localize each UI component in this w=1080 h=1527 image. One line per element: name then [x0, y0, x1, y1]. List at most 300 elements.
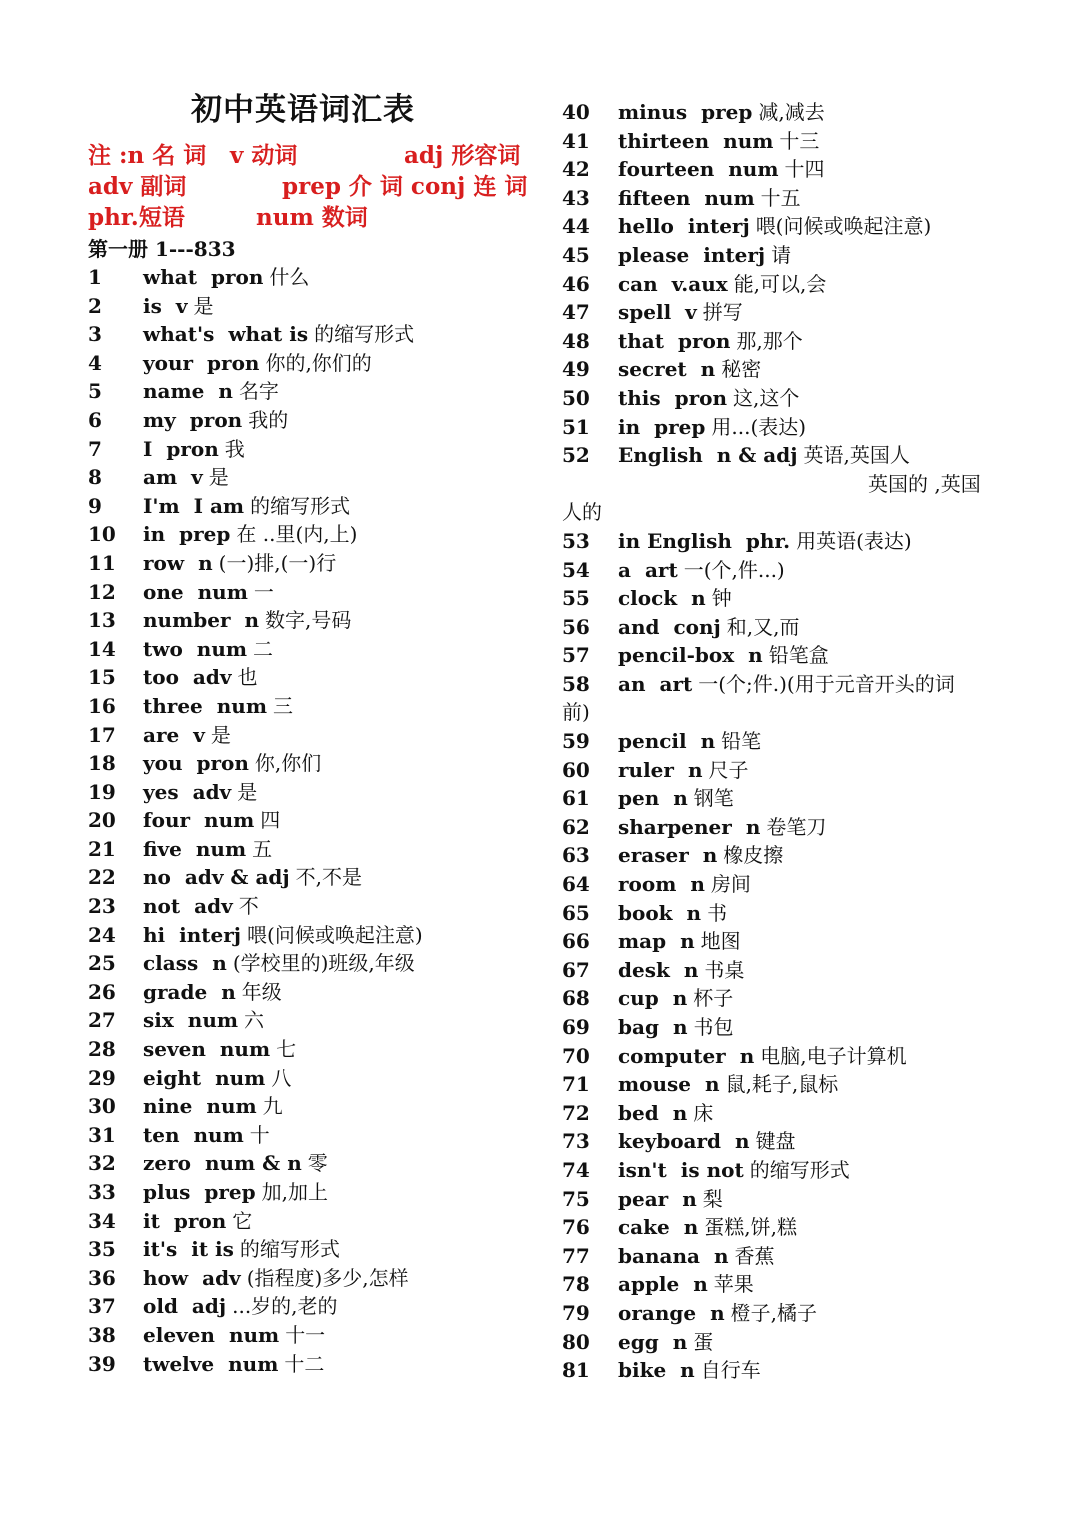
entry-part-of-speech: n [700, 729, 716, 754]
vocab-entry [562, 270, 1022, 299]
entry-word: not [143, 894, 181, 919]
entry-number: 80 [562, 1329, 590, 1354]
entry-text [618, 270, 826, 299]
entry-text [143, 835, 272, 864]
entry-part-of-speech: art [644, 557, 678, 582]
left-column [88, 88, 538, 1378]
entry-text [618, 1156, 850, 1185]
entry-word: am [143, 465, 178, 490]
entry-number: 54 [562, 557, 590, 582]
entry-text [618, 1242, 775, 1271]
vocab-entry [88, 492, 538, 521]
entry-word: pear [618, 1186, 669, 1211]
vocab-entry [562, 1213, 1022, 1242]
entry-meaning: 不 [238, 894, 259, 919]
entry-word: in [618, 414, 641, 439]
vocab-entry [88, 863, 538, 892]
entry-number: 38 [88, 1322, 116, 1347]
entry-part-of-speech: num [704, 185, 755, 210]
entry-text [143, 663, 258, 692]
entry-word: is [143, 293, 162, 318]
entry-word: spell [618, 300, 672, 325]
entry-meaning: 苹果 [713, 1272, 754, 1297]
entry-text [618, 927, 741, 956]
vocab-entry [88, 1064, 538, 1093]
entry-meaning: 三 [273, 693, 294, 718]
entry-number: 19 [88, 779, 116, 804]
entry-part-of-speech: n [739, 1043, 755, 1068]
entry-text [618, 584, 732, 613]
entry-part-of-speech: pron [196, 751, 249, 776]
vocab-entry [88, 406, 538, 435]
entry-word: pencil [618, 729, 687, 754]
entry-part-of-speech: pron [674, 385, 728, 410]
entry-number: 30 [88, 1094, 116, 1119]
entry-text [143, 1149, 328, 1178]
entry-number: 62 [562, 814, 590, 839]
entry-part-of-speech: v [191, 465, 203, 490]
entry-word: a [618, 557, 631, 582]
vocab-entry [88, 1264, 538, 1293]
entry-part-of-speech: what is [228, 322, 309, 347]
legend-line-2 [88, 171, 538, 202]
vocab-entry [88, 1178, 538, 1207]
entry-number: 66 [562, 929, 590, 954]
entry-word: no [143, 865, 171, 890]
entry-part-of-speech: num [723, 128, 774, 153]
legend-num: num 数词 [256, 204, 368, 231]
entry-word: it's [143, 1237, 178, 1262]
entry-meaning: 十一 [285, 1322, 326, 1347]
entry-number: 16 [88, 693, 116, 718]
legend-line-3 [88, 202, 538, 233]
entry-text [618, 1070, 838, 1099]
entry-number: 58 [562, 671, 590, 696]
vocab-entry [562, 241, 1022, 270]
entry-meaning: 床 [693, 1100, 714, 1125]
entry-part-of-speech: n [672, 986, 688, 1011]
vocab-entry [562, 1127, 1022, 1156]
entry-text [143, 1235, 340, 1264]
vocab-entry [88, 778, 538, 807]
entry-meaning: 数字,号码 [265, 608, 352, 633]
entry-text [143, 749, 321, 778]
entry-meaning: 的缩写形式 [314, 322, 415, 347]
entry-word: yes [143, 779, 179, 804]
entry-word: one [143, 579, 184, 604]
entry-part-of-speech: n [683, 957, 699, 982]
entry-number: 81 [562, 1358, 590, 1383]
vocab-entry [88, 692, 538, 721]
vocab-entry [562, 784, 1022, 813]
entry-number: 36 [88, 1265, 116, 1290]
entry-meaning: 加,加上 [261, 1180, 328, 1204]
vocab-entry [88, 892, 538, 921]
entry-meaning: 尺子 [708, 757, 749, 782]
entry-number: 33 [88, 1180, 116, 1204]
entry-part-of-speech: n [680, 929, 695, 954]
entry-meaning: 十三 [779, 128, 820, 153]
entry-number: 75 [562, 1186, 590, 1211]
entry-text [143, 549, 336, 578]
entry-meaning: 在 ..里(内,上) [236, 522, 358, 547]
legend-adv: adv 副词 [88, 173, 187, 200]
vocab-entry [88, 463, 538, 492]
entry-meaning: 也 [237, 665, 258, 690]
entry-word: three [143, 693, 203, 718]
entry-part-of-speech: n [710, 1300, 725, 1325]
entry-number: 76 [562, 1215, 590, 1240]
entry-text [143, 1321, 325, 1350]
entry-word: pen [618, 786, 660, 811]
entry-text [143, 949, 415, 978]
entry-part-of-speech: num [216, 693, 268, 718]
entry-number: 25 [88, 951, 116, 976]
entry-text [143, 349, 372, 378]
entry-part-of-speech: v.aux [671, 271, 728, 296]
entry-text [618, 413, 806, 442]
entry-text [143, 1292, 338, 1321]
entry-meaning: 这,这个 [733, 385, 800, 410]
entry-number: 24 [88, 922, 116, 947]
entry-number: 37 [88, 1294, 116, 1319]
entry-part-of-speech: is not [680, 1157, 744, 1182]
entry-text [143, 806, 280, 835]
entry-part-of-speech: n [700, 357, 716, 382]
entry-text [143, 778, 257, 807]
vocab-entry [562, 1013, 1022, 1042]
entry-part-of-speech: n [672, 1329, 688, 1354]
entry-part-of-speech: n [198, 550, 213, 575]
entry-meaning: 减,减去 [758, 100, 825, 124]
entry-number: 79 [562, 1300, 590, 1325]
entry-number: 70 [562, 1043, 590, 1068]
entry-word: I'm [143, 493, 180, 518]
entry-part-of-speech: n [745, 814, 761, 839]
entry-number: 6 [88, 407, 102, 432]
entry-meaning: (学校里的)班级,年级 [232, 951, 415, 976]
entry-text [618, 1328, 713, 1357]
entry-part-of-speech: n [221, 979, 236, 1004]
vocab-entry [562, 327, 1022, 356]
entry-word: map [618, 929, 667, 954]
entry-word: bed [618, 1100, 659, 1125]
entry-meaning: 是 [193, 293, 214, 318]
entry-word: book [618, 900, 673, 925]
entry-part-of-speech: adv [202, 1265, 241, 1290]
entry-number: 15 [88, 665, 116, 690]
vocab-entry [88, 1350, 538, 1379]
entry-text [618, 784, 734, 813]
entry-part-of-speech: n [687, 757, 703, 782]
entry-word: you [143, 751, 183, 776]
vocab-entry [562, 956, 1022, 985]
vocab-entry [562, 98, 1022, 127]
entry-text [143, 377, 279, 406]
entry-part-of-speech: n [244, 608, 260, 633]
entry-meaning: 请 [771, 242, 792, 267]
vocab-entry [88, 721, 538, 750]
entry-number: 67 [562, 957, 590, 982]
entry-part-of-speech: art [659, 671, 693, 696]
entry-word: old [143, 1294, 178, 1319]
entry-text [143, 692, 293, 721]
vocab-entry [562, 1270, 1022, 1299]
entry-number: 63 [562, 843, 590, 868]
entry-part-of-speech: I am [193, 493, 245, 518]
vocab-entry [562, 870, 1022, 899]
entry-meaning: 键盘 [755, 1129, 796, 1154]
entry-meaning: 香蕉 [734, 1243, 775, 1268]
entry-text [143, 406, 288, 435]
entry-number: 69 [562, 1015, 590, 1039]
entry-word: computer [618, 1043, 726, 1068]
entry-number: 7 [88, 436, 102, 461]
vocab-entry [562, 756, 1022, 785]
entry-part-of-speech: n [672, 1100, 688, 1125]
entry-word: can [618, 271, 658, 296]
entry-part-of-speech: adv & adj [184, 865, 290, 890]
entry-text [618, 670, 955, 699]
entry-word: grade [143, 979, 208, 1004]
entry-part-of-speech: num [728, 157, 779, 182]
entry-text [143, 1006, 264, 1035]
entry-text [618, 241, 791, 270]
entry-number: 10 [88, 522, 116, 547]
entry-number: 13 [88, 608, 116, 633]
entry-word: seven [143, 1037, 206, 1062]
entry-text [618, 841, 783, 870]
entry-word: cake [618, 1215, 670, 1240]
entry-meaning: 零 [307, 1151, 328, 1176]
entry-word: it [143, 1208, 160, 1233]
entry-word: room [618, 872, 677, 897]
entry-number: 5 [88, 379, 102, 404]
entry-52-continuation: 英国的 ,英国 [868, 471, 981, 496]
entry-number: 43 [562, 185, 590, 210]
vocab-entry [88, 663, 538, 692]
entry-part-of-speech: v [685, 300, 697, 325]
entry-word: your [143, 350, 194, 375]
entry-word: sharpener [618, 814, 732, 839]
entry-number: 18 [88, 751, 116, 776]
entry-word: four [143, 808, 191, 833]
entry-meaning: 我的 [248, 407, 289, 432]
entry-word: bag [618, 1015, 659, 1039]
vocab-entry [88, 749, 538, 778]
entry-word: ten [143, 1122, 180, 1147]
vocab-entry [562, 413, 1022, 442]
entry-meaning: 的缩写形式 [749, 1157, 850, 1182]
vocab-entry [88, 1121, 538, 1150]
entry-word: number [143, 608, 231, 633]
entry-meaning: 卷笔刀 [766, 814, 827, 839]
entry-text [143, 1035, 296, 1064]
entry-part-of-speech: prep [701, 100, 753, 124]
entry-number: 46 [562, 271, 590, 296]
entry-number: 64 [562, 872, 590, 897]
entry-word: plus [143, 1180, 191, 1204]
entry-text [143, 463, 229, 492]
entry-part-of-speech: v [193, 722, 205, 747]
entry-text [618, 1127, 796, 1156]
entry-number: 73 [562, 1129, 590, 1154]
entry-word: pencil-box [618, 643, 735, 668]
legend-verb: v 动词 [230, 142, 298, 169]
entry-word: orange [618, 1300, 697, 1325]
entry-text [618, 527, 912, 556]
entry-meaning: (一)排,(一)行 [218, 550, 337, 575]
entry-meaning: 蛋 [693, 1329, 714, 1354]
entry-text [143, 721, 231, 750]
entry-meaning: 能,可以,会 [733, 271, 827, 296]
entry-number: 53 [562, 528, 590, 553]
entry-meaning: 书包 [693, 1015, 734, 1039]
entry-part-of-speech: interj [179, 922, 242, 947]
entry-number: 22 [88, 865, 116, 890]
entry-part-of-speech: n [673, 786, 688, 811]
entry-text [618, 727, 761, 756]
vocab-entry [562, 613, 1022, 642]
vocab-entry [88, 1207, 538, 1236]
entry-part-of-speech: n [672, 1015, 688, 1039]
entry-text [618, 613, 800, 642]
entry-text [618, 1356, 761, 1385]
entry-number: 41 [562, 128, 590, 153]
entry-number: 56 [562, 614, 590, 639]
entry-part-of-speech: n [735, 1129, 750, 1154]
vocab-entry [562, 727, 1022, 756]
entry-text [618, 441, 910, 470]
entry-number: 21 [88, 836, 116, 861]
entry-meaning: 九 [262, 1094, 283, 1119]
entry-number: 44 [562, 214, 590, 239]
entry-text [143, 520, 357, 549]
vocab-entry [562, 1070, 1022, 1099]
entry-part-of-speech: num [193, 1122, 244, 1147]
entry-text [618, 870, 751, 899]
entry-word: nine [143, 1094, 193, 1119]
vocab-entry [88, 835, 538, 864]
entry-part-of-speech: n [218, 379, 233, 404]
entry-number: 49 [562, 357, 590, 382]
vocab-entry [88, 578, 538, 607]
entry-text [143, 320, 414, 349]
entry-meaning: 地图 [700, 929, 741, 954]
entry-text [618, 1270, 754, 1299]
entry-word: that [618, 328, 664, 353]
entry-word: I [143, 436, 153, 461]
entry-part-of-speech: n [682, 1186, 697, 1211]
entry-number: 61 [562, 786, 590, 811]
entry-text [143, 606, 351, 635]
entry-word: how [143, 1265, 189, 1290]
entry-part-of-speech: pron [207, 350, 260, 375]
entry-part-of-speech: n [680, 1358, 695, 1383]
vocab-entry [562, 927, 1022, 956]
entry-text [143, 892, 259, 921]
legend-noun: 注 :n 名 词 [88, 142, 207, 169]
entry-meaning: 钟 [711, 586, 732, 611]
entry-word: please [618, 242, 690, 267]
vocab-entry [562, 641, 1022, 670]
entry-number: 68 [562, 986, 590, 1011]
vocab-entry [562, 1185, 1022, 1214]
entry-meaning: 英语,英国人 [803, 443, 910, 468]
vocab-entry [88, 1149, 538, 1178]
entry-text [143, 578, 274, 607]
entry-meaning: 一 [253, 579, 274, 604]
vocab-entry [562, 841, 1022, 870]
entry-number: 65 [562, 900, 590, 925]
entry-word: an [618, 671, 646, 696]
vocab-entry [88, 1006, 538, 1035]
vocab-entry [88, 377, 538, 406]
volume-heading: 第一册 1---833 [88, 237, 236, 261]
entry-word: desk [618, 957, 670, 982]
vocab-entry [88, 606, 538, 635]
entry-meaning: 年级 [241, 979, 282, 1004]
entry-number: 57 [562, 643, 590, 668]
entry-text [618, 155, 825, 184]
entry-text [143, 263, 309, 292]
entry-number: 48 [562, 328, 590, 353]
entry-meaning: 喂(问候或唤起注意) [247, 922, 423, 947]
entry-number: 47 [562, 300, 590, 325]
vocab-entry [88, 1092, 538, 1121]
entry-meaning: 它 [232, 1208, 253, 1233]
entry-part-of-speech: pron [677, 328, 731, 353]
entry-number: 4 [88, 350, 102, 375]
entry-meaning: 六 [244, 1008, 265, 1033]
entry-part-of-speech: adj [191, 1294, 227, 1319]
entry-word: egg [618, 1329, 659, 1354]
entry-part-of-speech: conj [673, 614, 721, 639]
entry-word: six [143, 1008, 174, 1033]
vocab-entry [88, 1235, 538, 1264]
entry-part-of-speech: num [196, 636, 248, 661]
entry-part-of-speech: n [713, 1243, 729, 1268]
entry-text [618, 384, 799, 413]
vocab-entry [88, 635, 538, 664]
entry-text [143, 1350, 324, 1379]
vocab-entry [88, 435, 538, 464]
entry-part-of-speech: n [686, 900, 702, 925]
entry-part-of-speech: num & n [204, 1151, 302, 1176]
entry-number: 11 [88, 550, 116, 575]
legend-line-1 [88, 140, 538, 171]
entry-number: 40 [562, 100, 590, 124]
entry-word: secret [618, 357, 687, 382]
entry-meaning: 鼠,耗子,鼠标 [725, 1072, 839, 1097]
vocab-entry [562, 1328, 1022, 1357]
entry-meaning: 自行车 [700, 1358, 761, 1383]
entry-part-of-speech: adv [192, 779, 232, 804]
entry-meaning: 五 [252, 836, 273, 861]
entry-part-of-speech: n [683, 1215, 699, 1240]
entry-text [143, 435, 245, 464]
vocab-entry [562, 384, 1022, 413]
entry-meaning: 拼写 [702, 300, 743, 325]
entry-word: are [143, 722, 180, 747]
entry-meaning: 是 [237, 779, 258, 804]
vocab-entry [88, 1321, 538, 1350]
vocab-entry [562, 813, 1022, 842]
entry-part-of-speech: v [175, 293, 188, 318]
entry-word: fifteen [618, 185, 691, 210]
entry-word: and [618, 614, 660, 639]
entry-number: 78 [562, 1272, 590, 1297]
